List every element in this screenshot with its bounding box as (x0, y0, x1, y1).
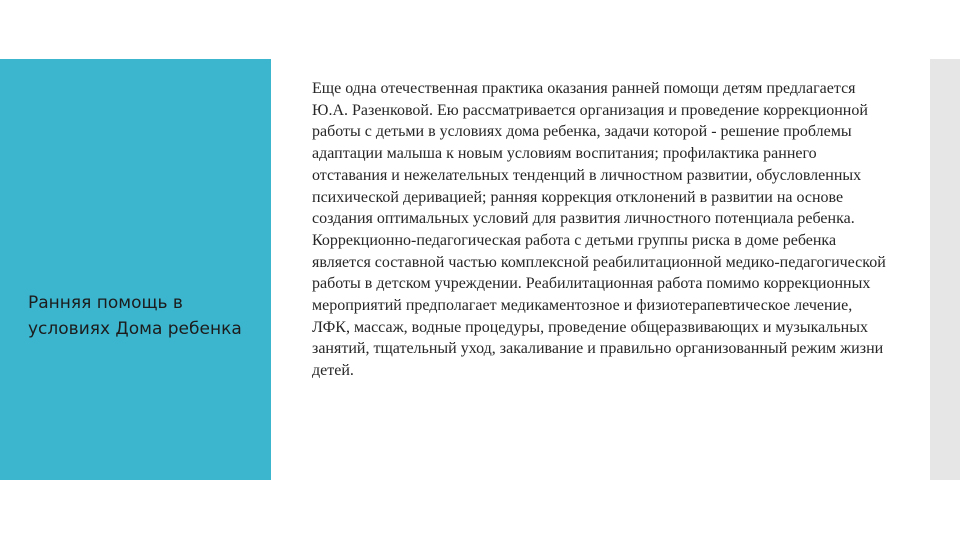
slide-body-text: Еще одна отечественная практика оказания ранней помощи детям предлагается Ю.А. Разенковой. Ею рассматривается организация и проведение коррекционной работы с детьми в условиях дома ребенка, задачи которой - решение проблемы адаптации малыша к новым условиям воспитания; профилактика раннего отставания и нежелательных тенденций в личностном развитии, обусловленных психической деривацией; ранняя коррекция отклонений в развитии на основе создания оптимальных условий для развития личностного потенциала ребенка. Коррекционно-педагогическая работа с детьми группы риска в доме ребенка является составной частью комплексной реабилитационной медико-педагогической работы в детском учреждении. Реабилитационная работа помимо коррекционных мероприятий предполагает медикаментозное и физиотерапевтическое лечение, ЛФК, массаж, водные процедуры, проведение общеразвивающих и музыкальных занятий, тщательный уход, закаливание и правильно организованный режим жизни детей. (312, 80, 886, 380)
slide-title: Ранняя помощь в условиях Дома ребенка (28, 293, 242, 339)
accent-panel (0, 59, 271, 480)
right-side-bar (930, 59, 960, 480)
